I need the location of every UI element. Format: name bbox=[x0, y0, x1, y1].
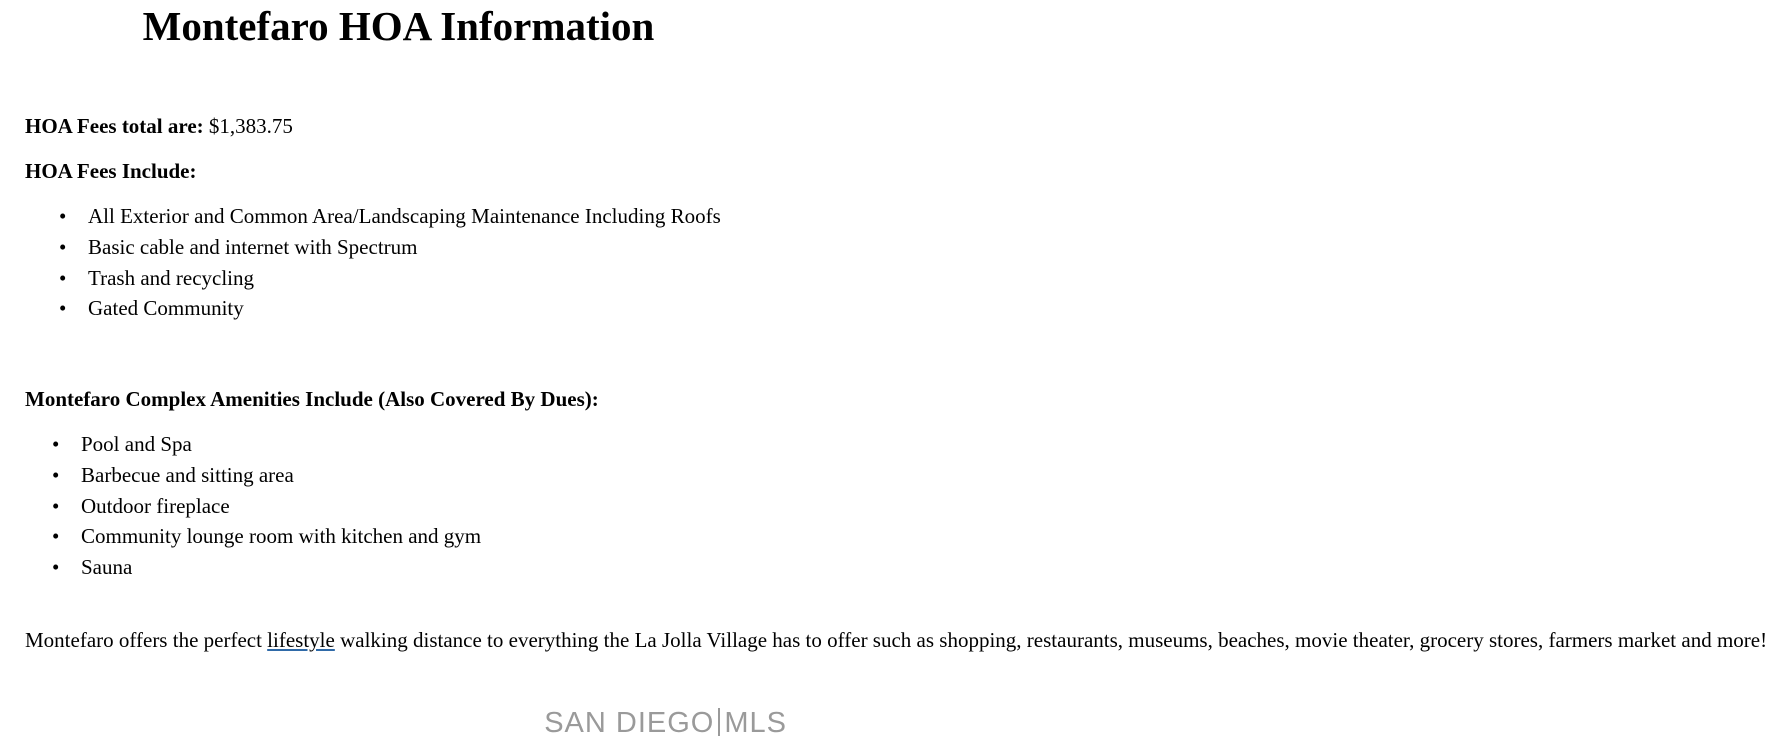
list-item-text: Pool and Spa bbox=[81, 432, 192, 456]
watermark-logo bbox=[544, 706, 787, 740]
watermark-left: SAN DIEGO bbox=[544, 707, 715, 739]
closing-text-start: Montefaro offers the perfect bbox=[25, 628, 268, 652]
list-item bbox=[59, 263, 721, 294]
list-item bbox=[52, 521, 482, 552]
list-item-text: Outdoor fireplace bbox=[81, 493, 230, 518]
bullet-icon: • bbox=[52, 524, 60, 549]
bullet-icon: • bbox=[59, 204, 67, 228]
amenities-list bbox=[52, 429, 482, 583]
watermark-right: MLS bbox=[724, 707, 787, 739]
bullet-icon: • bbox=[52, 432, 60, 456]
list-item-text: Trash and recycling bbox=[88, 265, 255, 290]
amenities-heading: Montefaro Complex Amenities Include (Also Covered By Dues): bbox=[25, 387, 599, 411]
fees-total-line bbox=[25, 112, 293, 140]
list-item-text: Community lounge room with kitchen and gym bbox=[81, 524, 482, 549]
list-item bbox=[59, 293, 721, 324]
fees-total-label: HOA Fees total are: bbox=[25, 114, 204, 138]
list-item-text: Basic cable and internet with Spectrum bbox=[88, 234, 418, 259]
fees-include-list bbox=[59, 201, 721, 324]
bullet-icon: • bbox=[59, 296, 67, 321]
bullet-icon: • bbox=[52, 493, 60, 518]
bullet-icon: • bbox=[59, 265, 67, 290]
list-item bbox=[59, 232, 721, 263]
list-item bbox=[52, 460, 481, 491]
list-item-text: Sauna bbox=[81, 555, 133, 580]
page-title: Montefaro HOA Information bbox=[142, 3, 655, 49]
list-item bbox=[52, 429, 481, 460]
lifestyle-link: lifestyle bbox=[267, 628, 335, 652]
list-item-text: Gated Community bbox=[88, 296, 244, 321]
bullet-icon: • bbox=[59, 234, 67, 259]
list-item-text: Barbecue and sitting area bbox=[81, 462, 294, 487]
list-item bbox=[52, 552, 481, 583]
list-item bbox=[59, 201, 721, 232]
bullet-icon: • bbox=[52, 555, 60, 580]
list-item bbox=[52, 491, 481, 522]
closing-text-end: walking distance to everything the La Jolla Village has to offer such as shopping, restaurants, museums, beaches, movie theater, grocery stores, farmers market and more! bbox=[334, 628, 1767, 652]
closing-paragraph bbox=[25, 626, 1767, 655]
fees-total-value: $1,383.75 bbox=[208, 114, 293, 138]
list-item-text: All Exterior and Common Area/Landscaping Maintenance Including Roofs bbox=[88, 204, 721, 228]
bullet-icon: • bbox=[52, 462, 60, 487]
watermark-divider bbox=[718, 708, 720, 736]
fees-include-heading: HOA Fees Include: bbox=[25, 159, 197, 183]
